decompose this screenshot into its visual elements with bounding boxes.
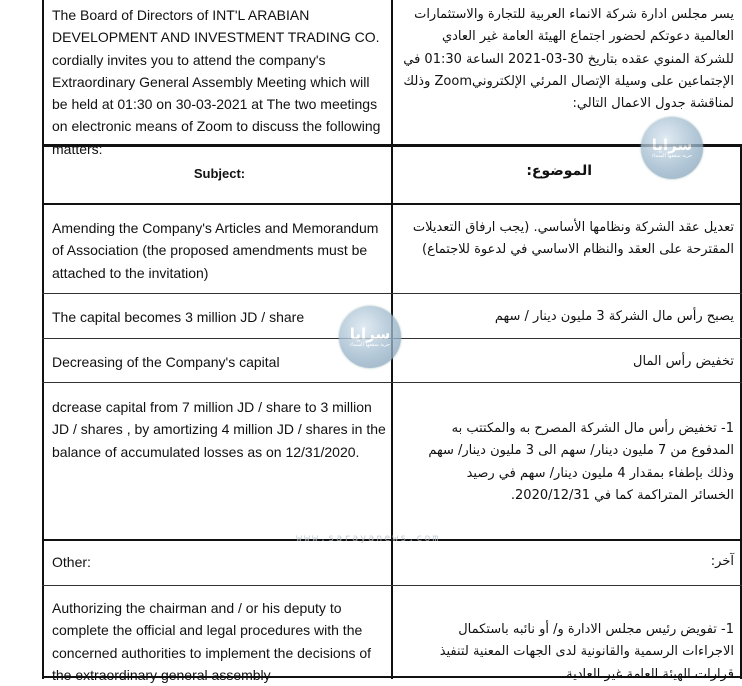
capital-text-ar: يصبح رأس مال الشركة 3 مليون دينار / سهم [494,309,734,324]
detail-ar-line: المدفوع من 7 مليون دينار/ سهم الى 3 مليون دينار/ سهم [428,443,734,459]
authorize-text-en: Authorizing the chairman and / or his deputy to complete the official and legal procedures with the concerned authorities to implement the decisions of the extraordinary general assembly [52,600,372,683]
authorize-ar-line: قرارات الهيئة العامة غير العادية [566,666,734,682]
decrease-text-ar: تخفيض رأس المال [633,354,734,369]
authorize-ar-line: 1- تفويض رئيس مجلس الادارة و/ أو نائبه باستكمال [458,622,734,637]
intro-ar-line: يسر مجلس ادارة شركة الانماء العربية للتجارة والاستثمارات [414,7,734,22]
intro-text-en: The Board of Directors of INT'L ARABIAN DEVELOPMENT AND INVESTMENT TRADING CO. cordially invites you to attend the company's Extraordinary General Assembly Meeting which will be held at 01:30 on 30-03-2021 at The two meetings on electronic means of Zoom to discuss the following matters: [52,7,381,157]
authorize-ar-line: الاجراءات الرسمية والقانونية لدى الجهات المعنية لتنفيذ [439,644,734,660]
detail-ar-line: وذلك بإطفاء بمقدار 4 مليون دينار/ سهم في رصيد [466,465,734,481]
watermark-tagline: حرية سقفها السماء [349,341,391,348]
watermark-url: www.sarayanews.com [296,533,441,544]
amend-text-ar [400,217,734,262]
capital-text-en: The capital becomes 3 million JD / share [52,309,305,325]
intro-text-ar [400,4,734,115]
table-left-border [42,0,44,679]
amend-bottom-rule [42,293,742,294]
amend-ar-line: تعديل عقد الشركة ونظامها الأساسي. (يجب ارفاق التعديلات [412,220,734,235]
intro-ar-line: العالمية دعوتكم لحضور اجتماع الهيئة العامة غير العادي [441,29,734,45]
detail-ar-line: 1- تخفيض رأس مال الشركة المصرح به والمكتتب به [451,421,734,436]
amend-ar-line: المقترحة على العقد والنظام الاساسي في لدعوة للاجتماع) [422,242,734,258]
watermark-logo-text: سرايا [349,324,391,343]
watermark-tagline: حرية سقفها السماء [651,152,693,159]
subject-header-en: Subject: [193,166,246,181]
saraya-watermark-logo [339,306,401,368]
watermark-logo-text: سرايا [651,135,693,154]
detail-ar-line: الخسائر المتراكمة كما في 2020/12/31. [510,487,734,503]
subject-header-ar: الموضوع: [526,163,592,179]
amend-text-en: Amending the Company's Articles and Memorandum of Association (the proposed amendments must be attached to the invitation) [52,220,379,281]
dcrease-detail-ar [400,418,734,507]
other-label-ar: آخر: [710,554,734,569]
header-bottom-rule [42,203,742,205]
intro-ar-line: لمناقشة جدول الاعمال التالي: [572,96,734,112]
intro-ar-line: الإجتماعين على وسيلة الإتصال المرئي الإلكترونيZoom وذلك [403,73,734,89]
decrease-bottom-rule [42,382,742,383]
other-label-en: Other: [52,554,91,570]
authorize-text-ar [400,619,734,686]
decrease-text-en: Decreasing of the Company's capital [52,354,280,370]
other-bottom-rule [42,585,742,586]
saraya-watermark-logo [641,117,703,179]
intro-ar-line: للشركة المنوي عقده بتاريخ 30-03-2021 الساعة 01:30 في [403,51,734,67]
dcrease-detail-en: dcrease capital from 7 million JD / share to 3 million JD / shares , by amortizing 4 million JD / shares in the balance of accumulated losses as on 12/31/2020. [52,399,386,460]
